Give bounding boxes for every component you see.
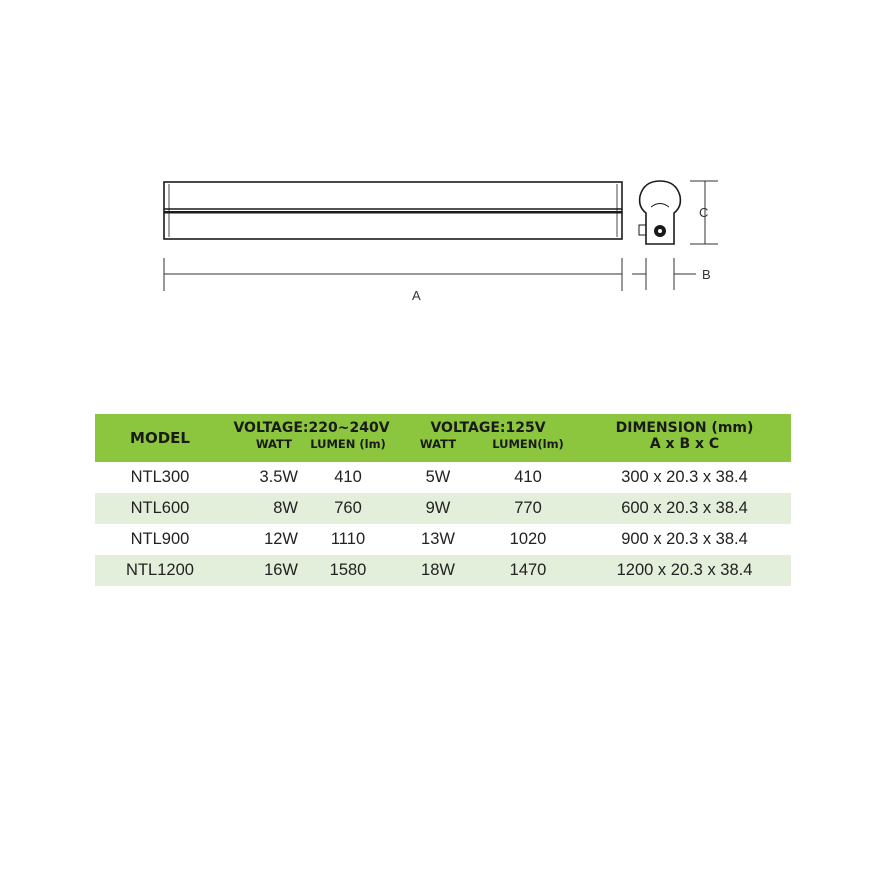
lamp-end-view [639,181,680,244]
cell-lumen-1: 1110 [330,530,366,548]
cell-lumen-2: 1020 [509,530,547,548]
dimension-a-line [164,258,622,291]
cell-dimension: 1200 x 20.3 x 38.4 [578,555,791,586]
cell-lumen-1: 760 [298,493,398,524]
cell-watt-2: 13W [421,530,455,548]
table-row [95,462,791,493]
cell-dimension: 900 x 20.3 x 38.4 [621,530,748,548]
header-voltage-220-240: VOLTAGE:220~240V [233,420,390,436]
header-watt-2: WATT [419,437,457,451]
cell-lumen-2: 1470 [478,555,578,586]
table-row [95,493,791,524]
cell-watt-1: 8W [225,493,298,524]
cell-lumen-2: 410 [514,468,542,486]
cell-model: NTL1200 [95,555,225,586]
cell-dimension: 300 x 20.3 x 38.4 [621,468,748,486]
cell-watt-2: 18W [398,555,478,586]
cell-lumen-1: 410 [334,468,362,486]
cell-lumen-1: 1580 [298,555,398,586]
product-dimension-diagram [0,0,886,330]
lamp-side-view [164,182,622,239]
dimension-b-line [632,258,696,290]
spec-table [95,414,791,586]
dimension-c-label: C [699,205,709,220]
cell-watt-1: 3.5W [259,468,298,486]
cell-watt-1: 12W [264,530,298,548]
cell-watt-2: 9W [398,493,478,524]
cell-lumen-2: 770 [478,493,578,524]
table-row [95,524,791,555]
header-dimension: DIMENSION (mm) [615,420,754,436]
table-row [95,555,791,586]
cell-model: NTL600 [95,493,225,524]
header-voltage-125: VOLTAGE:125V [430,420,546,436]
header-watt-1: WATT [255,437,292,451]
cell-watt-2: 5W [425,468,451,486]
dimension-b-label: B [702,267,711,282]
cell-dimension: 600 x 20.3 x 38.4 [578,493,791,524]
header-dimension-sub: A x B x C [649,436,720,452]
header-model: MODEL [130,429,190,447]
dimension-a-label: A [412,288,421,303]
header-lumen-2: LUMEN(lm) [492,437,564,451]
cell-model: NTL300 [130,468,190,486]
cell-watt-1: 16W [225,555,298,586]
header-lumen-1: LUMEN (lm) [310,437,386,451]
cell-model: NTL900 [130,530,190,548]
table-header-row [95,414,791,436]
